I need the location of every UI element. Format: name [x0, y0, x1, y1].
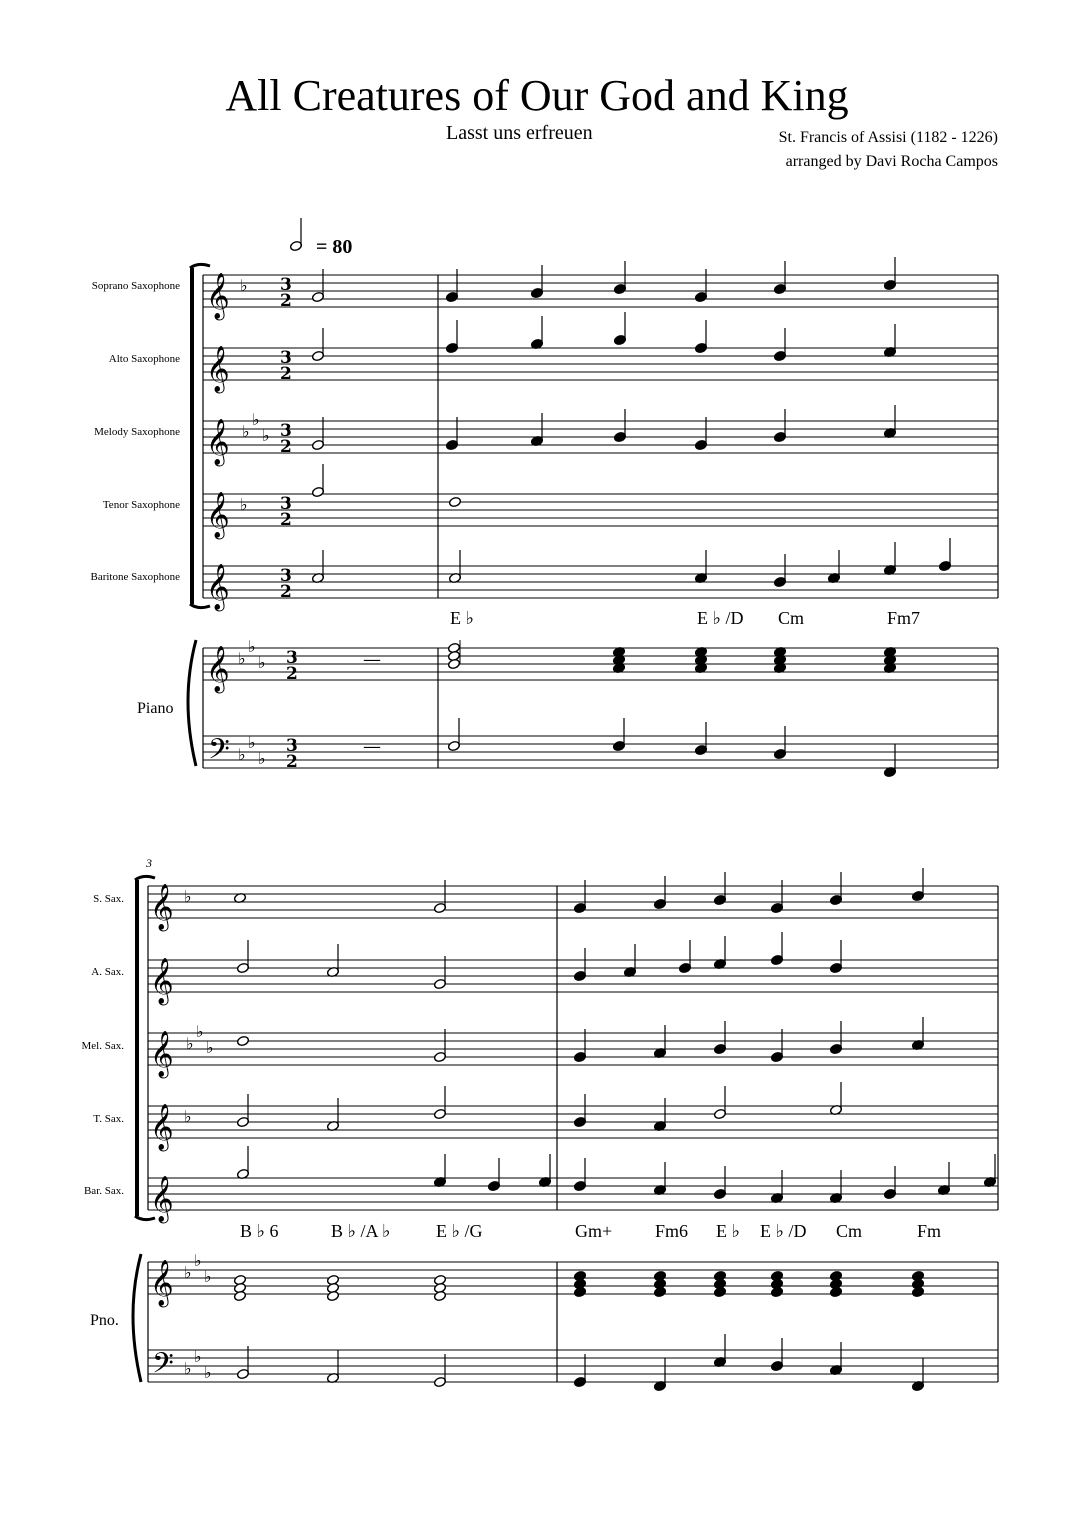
piano-brace: [133, 1254, 141, 1382]
chord-symbol: Fm7: [887, 608, 921, 628]
treble-clef-icon: 𝄞: [150, 884, 174, 930]
chord-symbol: B ♭ /A ♭: [331, 1221, 391, 1241]
time-signature-bottom: 2: [280, 364, 292, 384]
time-signature-top: 3: [280, 348, 292, 368]
clefs: [150, 273, 381, 1387]
note-head: [573, 1286, 586, 1297]
notes: [233, 218, 996, 1392]
time-signature-bottom: 2: [280, 437, 292, 457]
piano-label: Pno.: [90, 1312, 119, 1329]
chord-symbol: B ♭ 6: [240, 1221, 279, 1241]
flat-sign: ♭: [184, 1359, 192, 1378]
flat-sign: ♭: [242, 422, 250, 441]
treble-clef-icon: 𝄞: [150, 1176, 174, 1222]
flat-sign: ♭: [252, 410, 260, 429]
note-head: [447, 658, 460, 669]
treble-clef-icon: 𝄞: [206, 646, 230, 692]
time-signature-bottom: 2: [280, 582, 292, 602]
note-head: [233, 1290, 246, 1301]
chord-symbol: Fm: [917, 1221, 942, 1241]
chord-symbol: E ♭: [450, 608, 474, 628]
piano-label: Piano: [137, 700, 174, 717]
treble-clef-icon: 𝄞: [206, 564, 230, 610]
chord-symbol: E ♭ /G: [436, 1221, 483, 1241]
note-head: [326, 1290, 339, 1301]
system-bracket: [190, 268, 194, 604]
treble-clef-icon: 𝄞: [150, 958, 174, 1004]
flat-sign: ♭: [206, 1038, 214, 1057]
chord-symbol: E ♭ /D: [760, 1221, 807, 1241]
note-head: [770, 1286, 783, 1297]
time-signature-top: 3: [280, 275, 292, 295]
time-signature-bottom: 2: [286, 664, 298, 684]
composer-line: St. Francis of Assisi (1182 - 1226): [778, 129, 998, 146]
flat-sign: ♭: [248, 637, 256, 656]
note-head: [433, 1290, 446, 1301]
time-signature-bottom: 2: [286, 752, 298, 772]
treble-clef-icon: 𝄞: [206, 419, 230, 465]
whole-rest-icon: —: [363, 649, 381, 670]
instrument-label: Soprano Saxophone: [91, 280, 180, 292]
note-head: [829, 1286, 842, 1297]
piano-brace: [188, 640, 196, 766]
time-signature-top: 3: [280, 421, 292, 441]
flat-sign: ♭: [194, 1251, 202, 1270]
chord-symbol: E ♭: [716, 1221, 740, 1241]
flat-sign: ♭: [238, 649, 246, 668]
chord-symbol: Cm: [778, 608, 805, 628]
flat-sign: ♭: [184, 1107, 192, 1126]
instrument-label: A. Sax.: [91, 966, 124, 978]
instrument-label: Bar. Sax.: [83, 1185, 124, 1197]
treble-clef-icon: 𝄞: [150, 1260, 174, 1306]
instrument-label: T. Sax.: [93, 1113, 124, 1125]
flat-sign: ♭: [248, 733, 256, 752]
note-head: [236, 1035, 249, 1046]
flat-sign: ♭: [240, 495, 248, 514]
time-signature-top: 3: [286, 648, 298, 668]
bracket-hook: [135, 876, 155, 880]
treble-clef-icon: 𝄞: [206, 346, 230, 392]
bracket-hook: [190, 264, 210, 268]
flat-sign: ♭: [184, 1263, 192, 1282]
time-signature-top: 3: [286, 736, 298, 756]
instrument-label: Tenor Saxophone: [102, 499, 180, 511]
note-head: [911, 1286, 924, 1297]
flat-sign: ♭: [262, 426, 270, 445]
chord-symbol: Fm6: [655, 1221, 689, 1241]
measure-number: 3: [146, 856, 152, 870]
time-signature-bottom: 2: [280, 510, 292, 530]
flat-sign: ♭: [186, 1034, 194, 1053]
time-signature-bottom: 2: [280, 291, 292, 311]
flat-sign: ♭: [240, 276, 248, 295]
flat-sign: ♭: [204, 1363, 212, 1382]
flat-sign: ♭: [204, 1267, 212, 1286]
instrument-label: Melody Saxophone: [94, 426, 180, 438]
system-bracket: [135, 880, 139, 1216]
flat-sign: ♭: [238, 745, 246, 764]
score-subtitle: Lasst uns erfreuen: [446, 122, 593, 144]
note-head: [448, 496, 461, 507]
treble-clef-icon: 𝄞: [150, 1031, 174, 1077]
tempo-marking: = 80: [316, 236, 353, 258]
flat-sign: ♭: [196, 1022, 204, 1041]
treble-clef-icon: 𝄞: [150, 1104, 174, 1150]
instrument-label: Mel. Sax.: [81, 1040, 124, 1052]
instrument-label: Alto Saxophone: [108, 353, 180, 365]
time-signature-top: 3: [280, 494, 292, 514]
bass-clef-icon: 𝄢: [152, 1347, 174, 1387]
chord-symbol: Gm+: [575, 1221, 613, 1241]
instrument-label: Baritone Saxophone: [90, 571, 180, 583]
chord-symbol: E ♭ /D: [697, 608, 744, 628]
flat-sign: ♭: [184, 887, 192, 906]
chord-symbol: Cm: [836, 1221, 863, 1241]
whole-rest-icon: —: [363, 736, 381, 757]
flat-sign: ♭: [258, 653, 266, 672]
flat-sign: ♭: [194, 1347, 202, 1366]
bass-clef-icon: 𝄢: [208, 733, 230, 773]
treble-clef-icon: 𝄞: [206, 492, 230, 538]
treble-clef-icon: 𝄞: [206, 273, 230, 319]
note-head: [713, 1286, 726, 1297]
instrument-label: S. Sax.: [93, 893, 124, 905]
score-title: All Creatures of Our God and King: [225, 71, 849, 120]
note-head: [653, 1286, 666, 1297]
flat-sign: ♭: [258, 749, 266, 768]
arranger-line: arranged by Davi Rocha Campos: [785, 153, 998, 170]
time-signature-top: 3: [280, 566, 292, 586]
